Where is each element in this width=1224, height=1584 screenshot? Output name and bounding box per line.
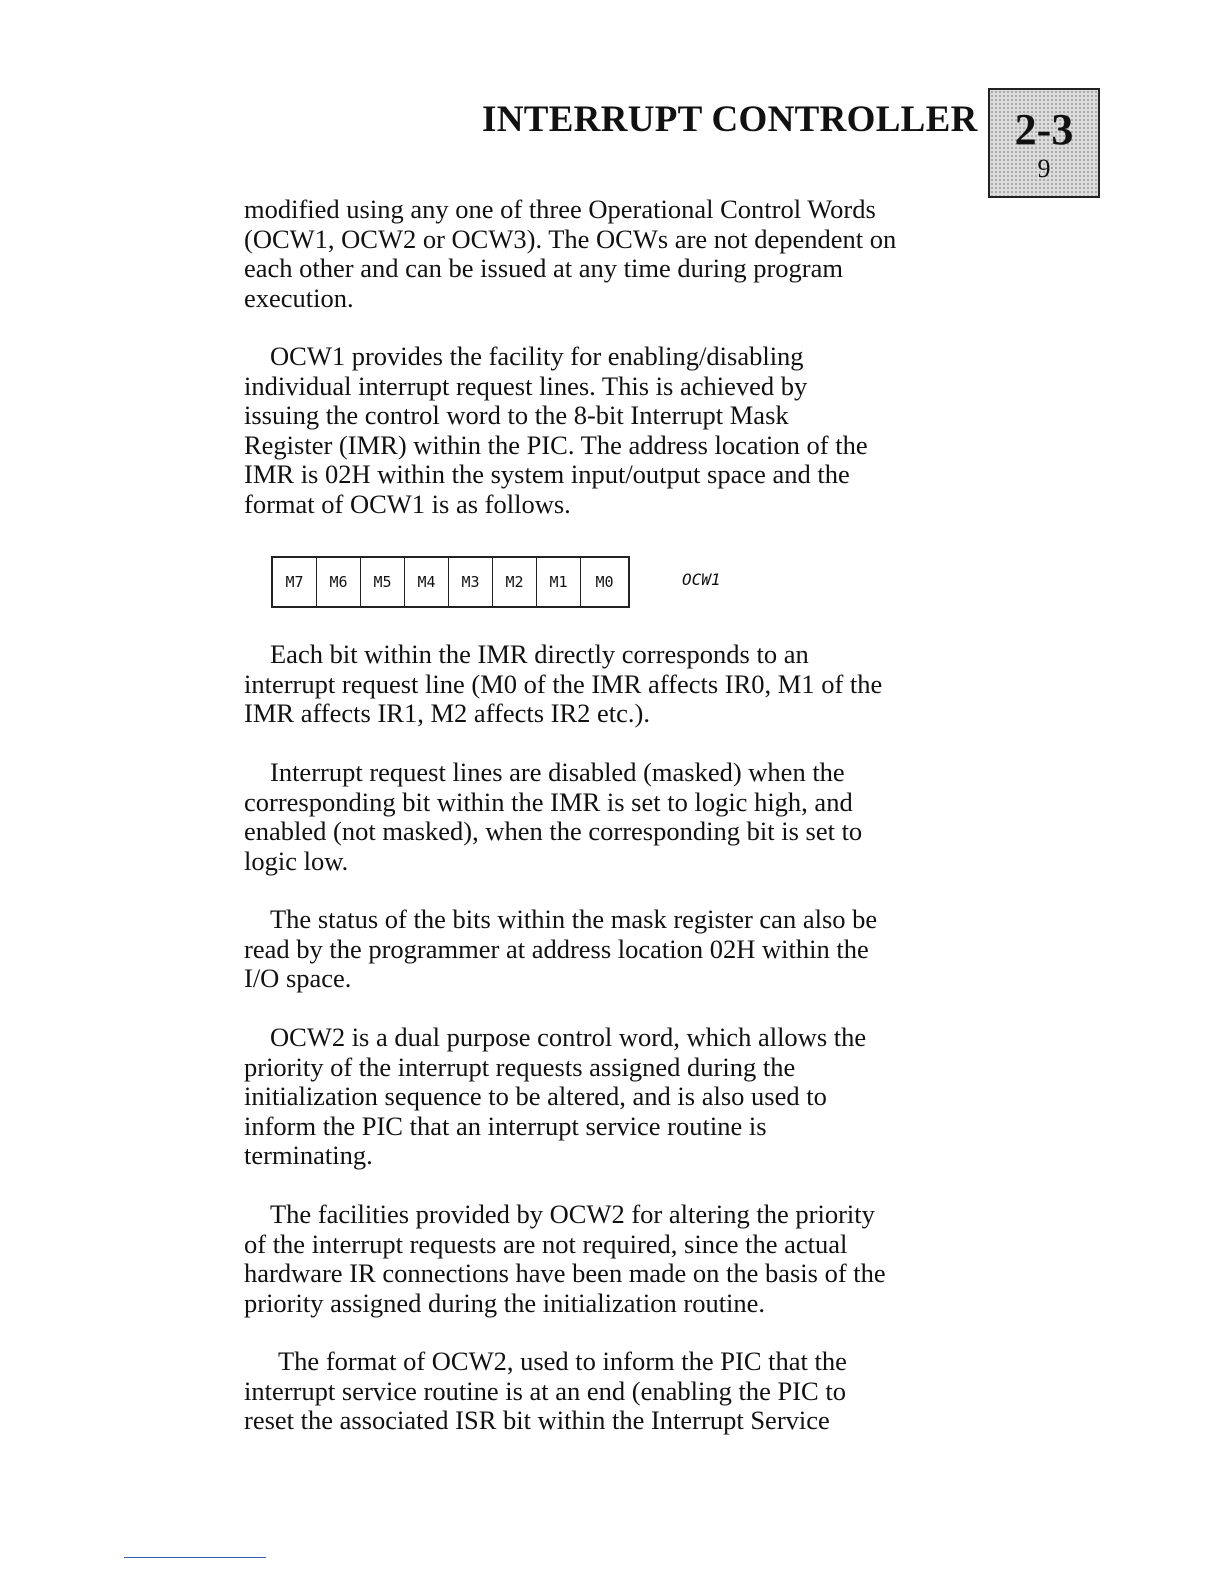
text-line: Each bit within the IMR directly corresponds to an bbox=[270, 639, 809, 669]
text-line: modified using any one of three Operational Control Words bbox=[244, 194, 876, 224]
paragraph-ocw2-priority bbox=[244, 1200, 989, 1318]
text-line: Register (IMR) within the PIC. The address location of the bbox=[244, 429, 868, 460]
register-bit-m2: M2 bbox=[493, 558, 537, 606]
text-line: reset the associated ISR bit within the Interrupt Service bbox=[244, 1405, 830, 1435]
page-title: INTERRUPT CONTROLLER bbox=[482, 99, 978, 140]
paragraph-ocw2-purpose bbox=[244, 1023, 989, 1171]
text-line: corresponding bit within the IMR is set to logic high, and bbox=[244, 786, 853, 817]
register-bit-m3: M3 bbox=[449, 558, 493, 606]
text-line: individual interrupt request lines. This is achieved by bbox=[244, 370, 808, 401]
text-line: format of OCW1 is as follows. bbox=[244, 488, 571, 519]
paragraph-ocw-intro bbox=[244, 195, 989, 313]
text-line: (OCW1, OCW2 or OCW3). The OCWs are not dependent on bbox=[244, 223, 897, 254]
register-bit-m4: M4 bbox=[405, 558, 449, 606]
paragraph-ocw2-format bbox=[244, 1347, 989, 1436]
register-bit-m7: M7 bbox=[273, 558, 317, 606]
text-line: The format of OCW2, used to inform the PIC that the bbox=[278, 1346, 847, 1376]
text-line: interrupt service routine is at an end (enabling the PIC to bbox=[244, 1375, 846, 1406]
text-line: execution. bbox=[244, 282, 354, 313]
text-line: interrupt request line (M0 of the IMR affects IR0, M1 of the bbox=[244, 668, 883, 699]
text-line: The status of the bits within the mask register can also be bbox=[270, 904, 878, 934]
text-line: of the interrupt requests are not required, since the actual bbox=[244, 1228, 848, 1259]
text-line: enabled (not masked), when the corresponding bit is set to bbox=[244, 816, 863, 846]
register-bit-m0: M0 bbox=[595, 573, 614, 591]
text-line: hardware IR connections have been made on the basis of the bbox=[244, 1258, 886, 1288]
text-line: initialization sequence to be altered, and is also used to bbox=[244, 1081, 827, 1111]
text-line: IMR affects IR1, M2 affects IR2 etc.). bbox=[244, 698, 650, 728]
paragraph-mask-status bbox=[244, 905, 989, 994]
ocw1-register-label: OCW1 bbox=[682, 570, 721, 589]
text-line: The facilities provided by OCW2 for altering the priority bbox=[270, 1199, 875, 1229]
footnote-rule bbox=[124, 1557, 266, 1558]
text-line: priority assigned during the initialization routine. bbox=[244, 1287, 766, 1318]
text-line: Interrupt request lines are disabled (masked) when the bbox=[270, 757, 845, 787]
page-number: 9 bbox=[1037, 154, 1051, 183]
paragraph-ocw1-description bbox=[244, 342, 989, 519]
paragraph-masking bbox=[244, 758, 989, 876]
paragraph-imr-bits bbox=[244, 640, 989, 729]
register-bit-m6: M6 bbox=[317, 558, 361, 606]
text-line: inform the PIC that an interrupt service routine is bbox=[244, 1110, 767, 1141]
text-line: I/O space. bbox=[244, 963, 352, 993]
text-line: OCW2 is a dual purpose control word, which allows the bbox=[270, 1022, 867, 1052]
text-line: priority of the interrupt requests assigned during the bbox=[244, 1051, 796, 1082]
register-bit-m5: M5 bbox=[361, 558, 405, 606]
section-tab bbox=[988, 88, 1100, 198]
text-line: issuing the control word to the 8-bit Interrupt Mask bbox=[244, 400, 789, 430]
text-line: read by the programmer at address location 02H within the bbox=[244, 933, 869, 964]
ocw1-register-diagram bbox=[271, 556, 630, 608]
text-line: each other and can be issued at any time during program bbox=[244, 253, 843, 283]
text-line: OCW1 provides the facility for enabling/disabling bbox=[270, 341, 804, 371]
section-number: 2-3 bbox=[1014, 105, 1074, 154]
text-line: terminating. bbox=[244, 1140, 373, 1170]
register-bit-m1: M1 bbox=[537, 558, 581, 606]
text-line: logic low. bbox=[244, 845, 349, 876]
text-line: IMR is 02H within the system input/output space and the bbox=[244, 459, 850, 489]
